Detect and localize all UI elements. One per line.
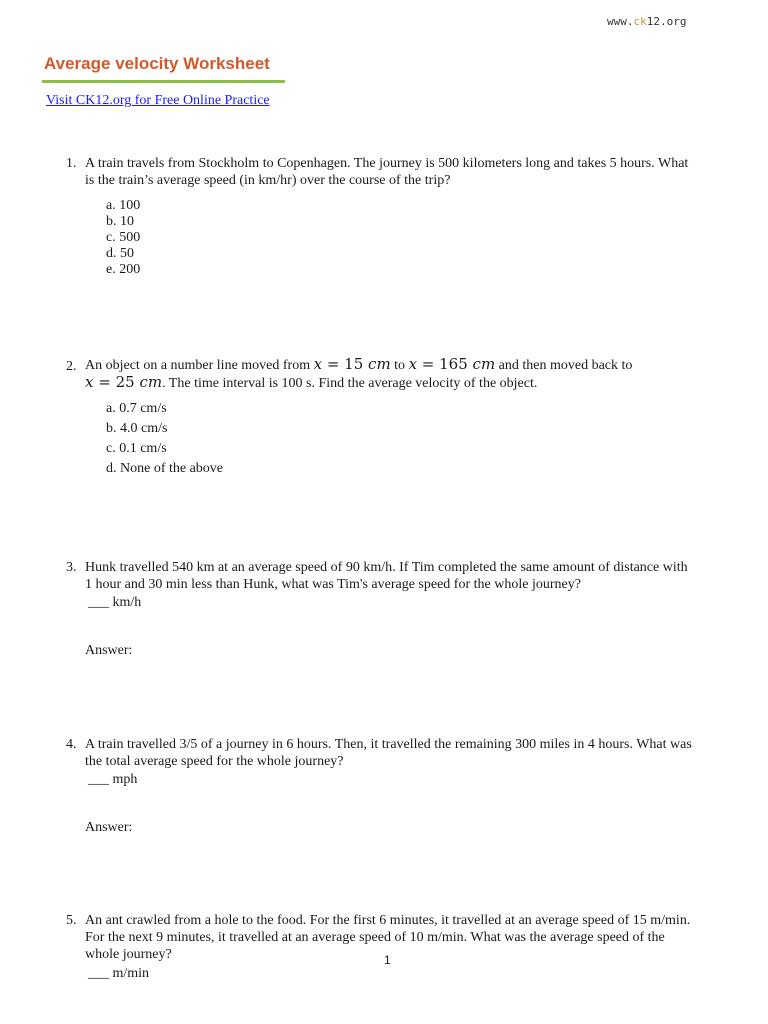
answer-blank: ___ m/min: [88, 966, 150, 981]
question-number: 4.: [66, 737, 77, 752]
question-text-line: A train travels from Stockholm to Copenhagen. The journey is 500 kilometers long and takes 5 hours. What: [85, 156, 689, 171]
option-c: c. 500: [106, 230, 141, 245]
answer-blank: ___ km/h: [88, 595, 142, 610]
worksheet-title: Average velocity Worksheet: [44, 54, 270, 73]
question-text-line: the total average speed for the whole journey?: [85, 754, 344, 769]
question-number: 1.: [66, 156, 77, 171]
answer-label: Answer:: [85, 643, 133, 658]
question-text-line: Hunk travelled 540 km at an average speed of 90 km/h. If Tim completed the same amount of distance with: [85, 560, 688, 575]
site-brand: ck: [633, 15, 647, 28]
option-e: e. 200: [106, 262, 141, 277]
option-d: d. 50: [106, 246, 134, 261]
option-b: b. 4.0 cm/s: [106, 421, 168, 436]
question-number: 3.: [66, 560, 77, 575]
math-expression: x = 165 cm: [408, 355, 496, 373]
question-text-line: is the train’s average speed (in km/hr) over the course of the trip?: [85, 173, 451, 188]
question-text-line: An object on a number line moved from x = 15 cm to x = 165 cm and then moved back to: [85, 355, 633, 373]
page-number: 1: [384, 953, 391, 967]
question-number: 5.: [66, 913, 77, 928]
option-a: a. 0.7 cm/s: [106, 401, 167, 416]
answer-blank: ___ mph: [88, 772, 138, 787]
question-text-line: whole journey?: [85, 947, 172, 962]
option-a: a. 100: [106, 198, 141, 213]
option-d: d. None of the above: [106, 461, 224, 476]
question-text-line: x = 25 cm. The time interval is 100 s. Find the average velocity of the object.: [85, 373, 538, 391]
option-c: c. 0.1 cm/s: [106, 441, 167, 456]
math-expression: x = 25 cm: [85, 373, 163, 391]
question-text-line: For the next 9 minutes, it travelled at an average speed of 10 m/min. What was the average speed of the: [85, 930, 665, 945]
question-number: 2.: [66, 359, 77, 374]
site-url: www.ck12.org: [607, 15, 687, 28]
practice-link[interactable]: Visit CK12.org for Free Online Practice: [46, 93, 270, 108]
answer-label: Answer:: [85, 820, 133, 835]
title-underline: [42, 80, 285, 83]
question-text-line: 1 hour and 30 min less than Hunk, what was Tim's average speed for the whole journey?: [85, 577, 581, 592]
question-text-line: A train travelled 3/5 of a journey in 6 hours. Then, it travelled the remaining 300 miles in 4 hours. What was: [85, 737, 692, 752]
option-b: b. 10: [106, 214, 134, 229]
math-expression: x = 15 cm: [313, 355, 391, 373]
question-text-line: An ant crawled from a hole to the food. For the first 6 minutes, it travelled at an average speed of 15 m/min.: [85, 913, 691, 928]
